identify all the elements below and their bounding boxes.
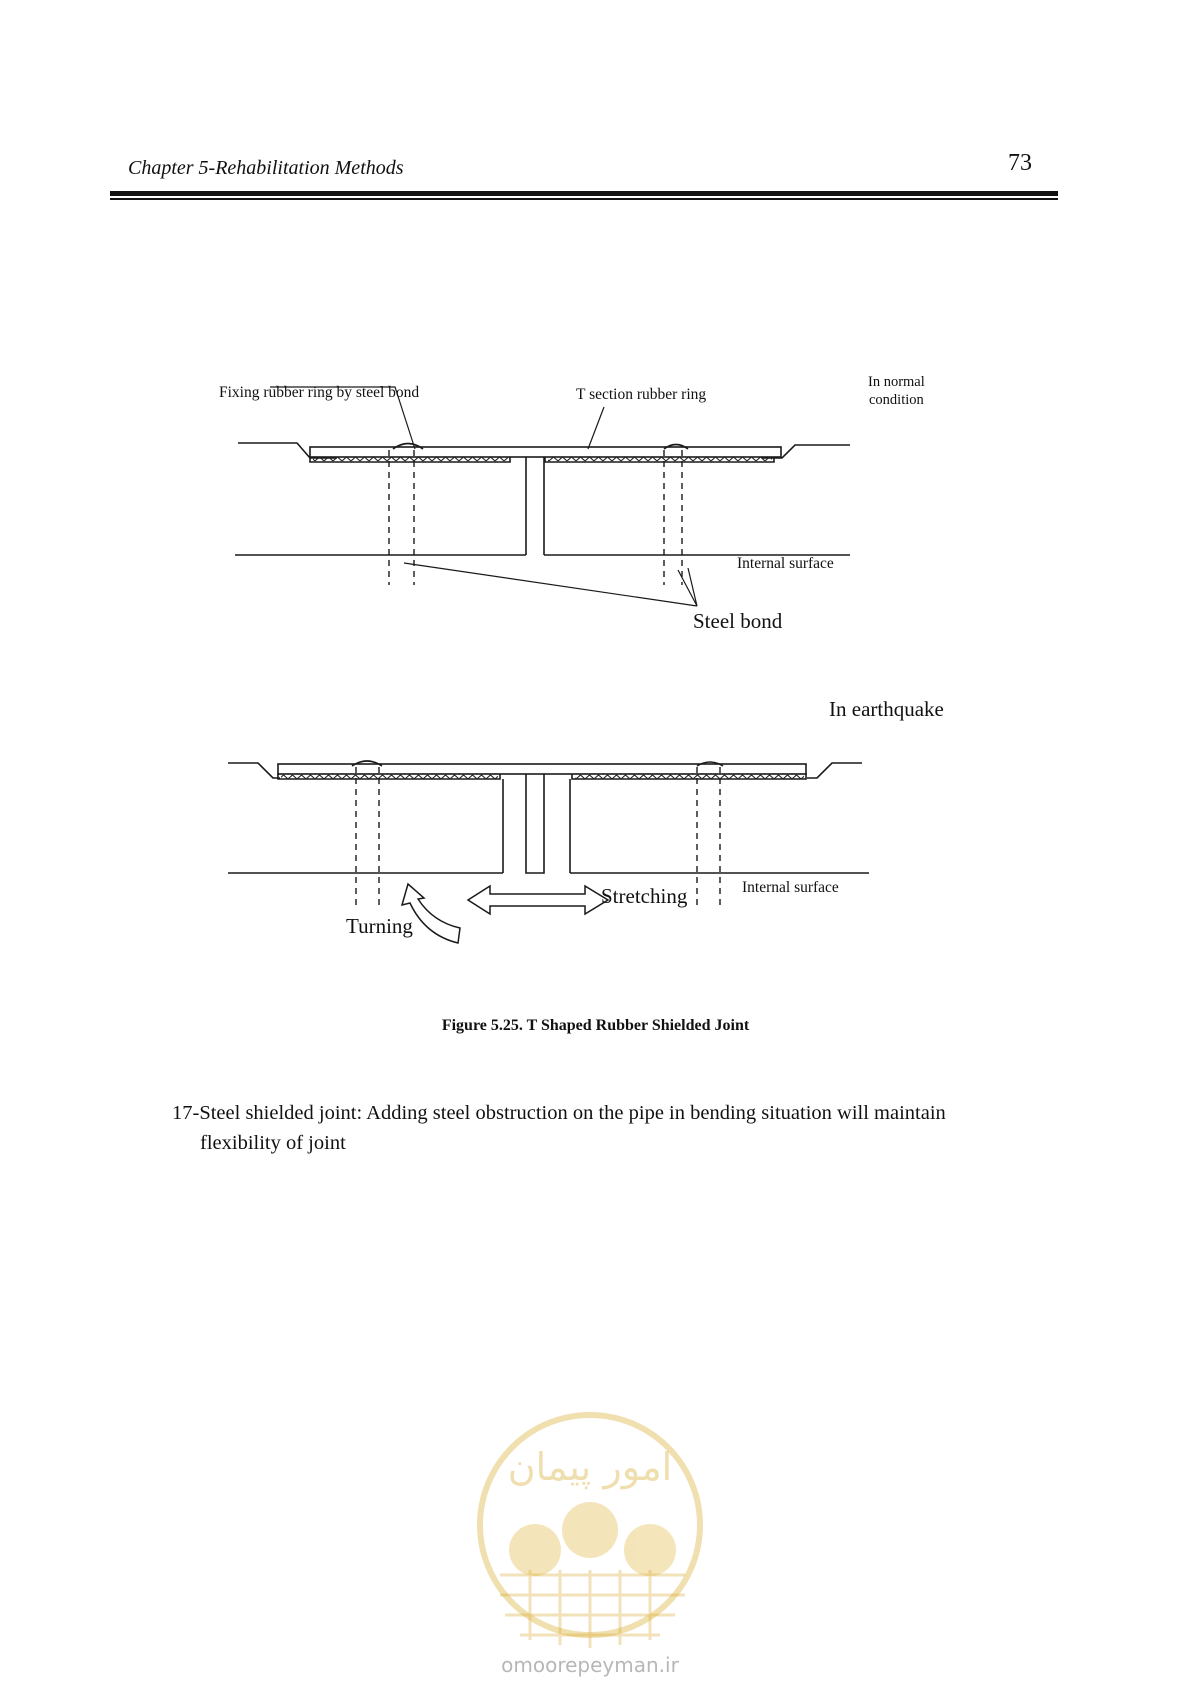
t-ring-web-eq	[526, 774, 544, 873]
t-ring-web	[526, 457, 544, 555]
pipe-ends-eq	[503, 779, 570, 873]
watermark-logo	[460, 1400, 720, 1680]
figure-caption: Figure 5.25. T Shaped Rubber Shielded Joint	[441, 1017, 750, 1034]
label-normal-line1: In normal	[868, 374, 925, 390]
leader-steel-bond	[404, 563, 697, 606]
chapter-title: Chapter 5-Rehabilitation Methods	[128, 157, 404, 179]
t-ring-flange-eq	[278, 764, 806, 774]
label-in-earthquake: In earthquake	[829, 697, 944, 721]
leader-t-section	[588, 407, 604, 449]
label-stretching: Stretching	[601, 884, 688, 908]
t-ring-flange	[310, 447, 781, 457]
label-turning: Turning	[346, 914, 413, 938]
label-normal-line2: condition	[869, 392, 924, 408]
earthquake-diagram	[228, 761, 869, 943]
body-paragraph	[172, 1098, 1054, 1158]
label-internal-surface-top: Internal surface	[737, 555, 834, 572]
label-fixing-ring: Fixing rubber ring by steel bond	[219, 384, 420, 401]
paragraph-line-2: flexibility of joint	[200, 1132, 346, 1154]
page-number: 73	[1008, 150, 1032, 176]
label-t-section-ring: T section rubber ring	[576, 386, 707, 403]
outer-surface-right-eq	[807, 763, 862, 778]
paragraph-line-1: 17-Steel shielded joint: Adding steel obstruction on the pipe in bending situation will maintain	[172, 1102, 946, 1124]
stretching-arrow	[468, 886, 608, 914]
label-steel-bond: Steel bond	[693, 609, 783, 633]
label-internal-surface-bottom: Internal surface	[742, 879, 839, 896]
outer-surface-left	[238, 443, 337, 458]
watermark-site-text: omoorepeyman.ir	[501, 1653, 679, 1677]
normal-condition-diagram	[235, 387, 850, 606]
watermark-logo-text: امور پیمان	[507, 1445, 673, 1489]
label-normal-condition	[868, 373, 925, 409]
outer-surface-left-eq	[228, 763, 280, 778]
